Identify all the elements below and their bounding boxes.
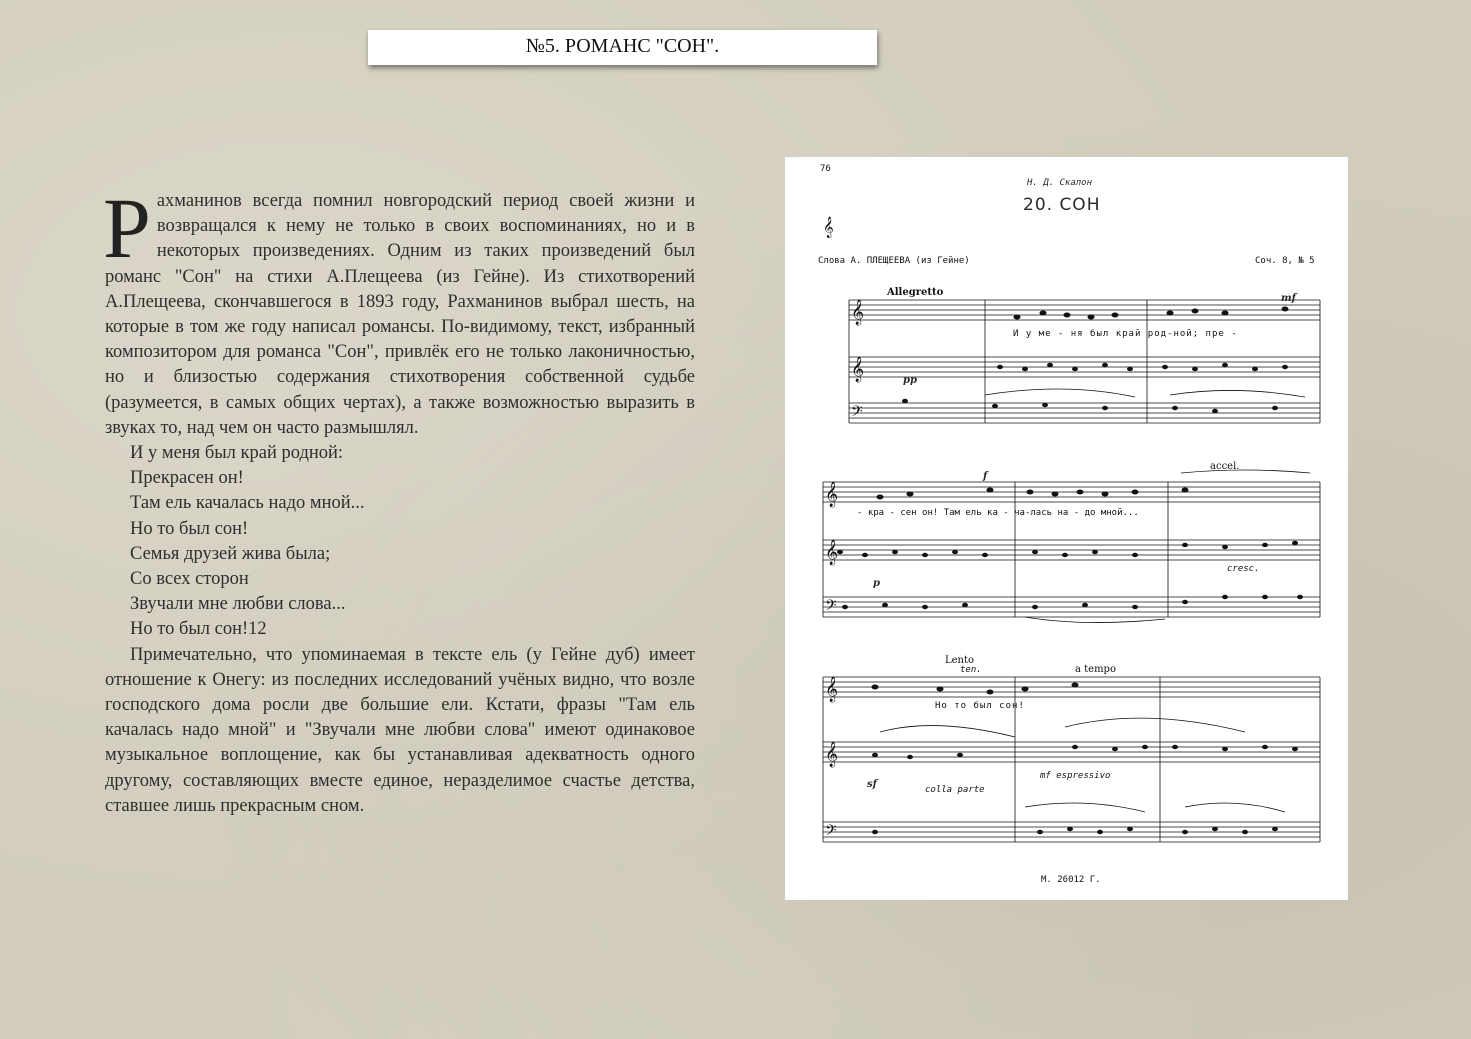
- treble-clef-icon: 𝄞: [825, 540, 839, 565]
- drop-cap: Р: [103, 180, 151, 276]
- poem-line: Звучали мне любви слова...: [130, 594, 346, 615]
- colla-parte-marking: colla parte: [925, 785, 985, 795]
- bass-clef-icon: 𝄢: [851, 403, 863, 424]
- score-author: Н. Д. Скалон: [1027, 178, 1093, 188]
- plate-number: М. 26012 Г.: [1041, 875, 1101, 885]
- treble-clef-icon: 𝄞: [825, 677, 839, 702]
- poem-line: Прекрасен он!: [130, 468, 244, 489]
- page-title: №5. РОМАНС "СОН".: [368, 30, 877, 65]
- ten-marking: ten.: [960, 665, 982, 675]
- treble-clef-icon: 𝄞: [851, 357, 865, 382]
- score-words-credit: Слова А. ПЛЕЩЕЕВА (из Гейне): [818, 256, 970, 266]
- espressivo-marking: mf espressivo: [1040, 771, 1111, 781]
- intro-text: ахманинов всегда помнил новгородский период своей жизни и возвращался к нему не только в своих воспоминаниях, но и в некоторых произведениях. Одним из таких произведений был романс "Сон" на стихи А.Плещеева (из Гейне). Из стихотворений А.Плещеева, скончавшегося в 1893 году, Рахманинов выбрал шесть, на которые в том же году написал романсы. По-видимому, текст, избранный композитором для романса "Сон", привлёк его не только лаконичностью, но и близостью содержания стихотворения собственной судьбе (разумеется, в самых общих чертах), а также возможностью выразить в звуках то, над чем он часто размышлял.: [105, 191, 695, 438]
- article-text: [103, 180, 695, 819]
- score-page-number: 76: [820, 164, 831, 174]
- poem-line: Там ель качалась надо мной...: [130, 493, 365, 514]
- treble-clef-icon: 𝄞: [825, 482, 839, 507]
- poem-line: И у меня был край родной:: [130, 443, 344, 464]
- bass-clef-icon: 𝄢: [825, 822, 837, 843]
- tempo-marking: Allegretto: [887, 287, 944, 298]
- lyrics-line: Но то был сон!: [935, 701, 1025, 711]
- cresc-marking: cresc.: [1227, 564, 1260, 574]
- staff-lines: [823, 482, 1320, 617]
- sheet-music-image: [785, 157, 1348, 900]
- lyrics-line: - кра - сен он! Там ель ка - ча-лась на - до мной...: [857, 508, 1139, 518]
- bass-clef-icon: 𝄢: [825, 597, 837, 618]
- poem-line: Семья друзей жива была;: [130, 543, 331, 564]
- poem-line: Но то был сон!: [130, 518, 249, 539]
- staff-lines: [849, 300, 1320, 423]
- dynamic-marking: sf: [867, 779, 877, 790]
- dynamic-marking: p: [873, 578, 880, 589]
- tempo-marking: accel.: [1210, 461, 1240, 472]
- music-ornament-icon: 𝄞: [823, 217, 834, 238]
- poem-line: Но то был сон!12: [130, 619, 267, 640]
- treble-clef-icon: 𝄞: [825, 742, 839, 767]
- score-opus: Соч. 8, № 5: [1255, 256, 1315, 266]
- poem-line: Со всех сторон: [130, 569, 249, 590]
- closing-paragraph: Примечательно, что упоминаемая в тексте ель (у Гейне дуб) имеет отношение к Онегу: из последних исследований учёных видно, что возле господского дома росли две большие ели. Кстати, фразы "Там ель качалась надо мной" и "Звучали мне любви слова" имеют одинаковое музыкальное воплощение, как бы устанавливая адекватность одного другому, составляющих вместе единое, неразделимое счастье детства, ставшее лишь прекрасным сном.: [105, 644, 695, 816]
- lyrics-line: И у ме - ня был край род-ной; пре -: [1013, 329, 1238, 339]
- tempo-marking: a tempo: [1075, 664, 1116, 675]
- intro-paragraph: [103, 180, 695, 441]
- score-title: 20. СОН: [1023, 195, 1101, 215]
- dynamic-marking: f: [983, 471, 988, 482]
- treble-clef-icon: 𝄞: [851, 300, 865, 325]
- staff-lines: [823, 677, 1320, 842]
- dynamic-marking: mf: [1281, 293, 1296, 304]
- dynamic-marking: pp: [903, 375, 917, 386]
- tempo-marking: Lento: [945, 655, 975, 666]
